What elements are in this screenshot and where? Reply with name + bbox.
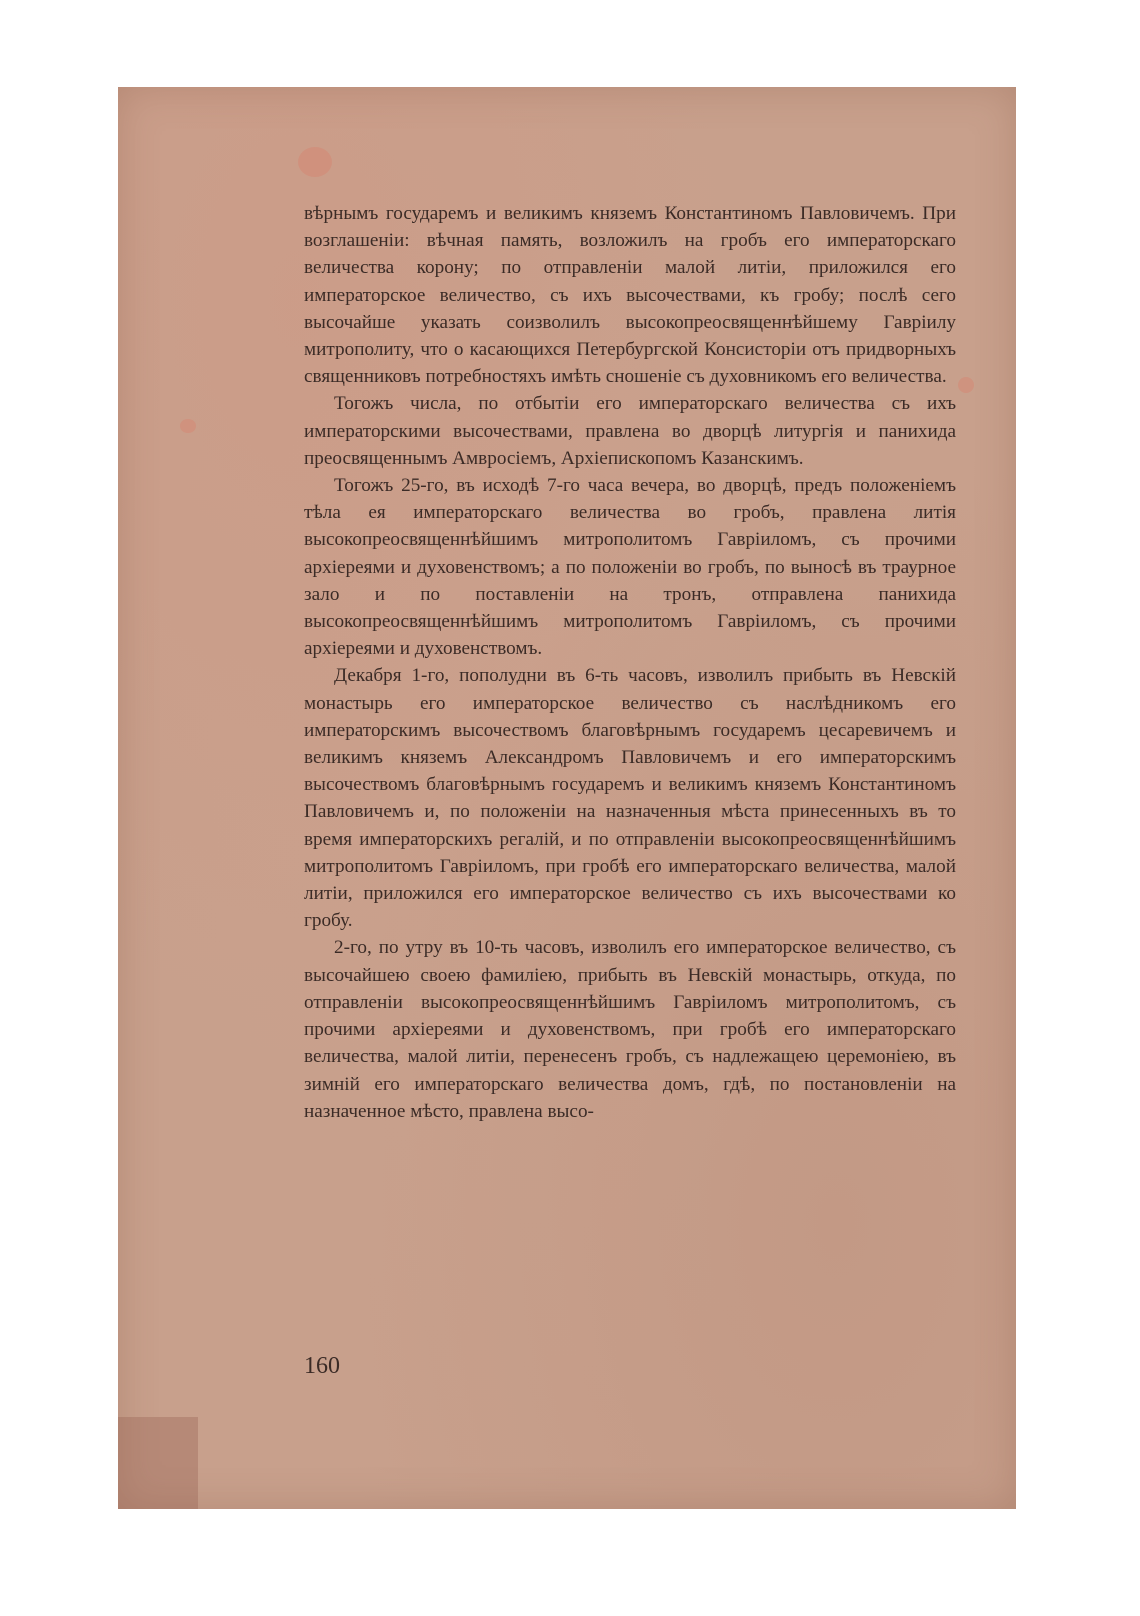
paragraph: вѣрнымъ государемъ и великимъ княземъ Константиномъ Павловичемъ. При возглашеніи: вѣчная память, возложилъ на гробъ его императорскаго величества корону; по отправленіи малой литіи, приложился его императорское величество, съ ихъ высочествами, къ гробу; послѣ сего высочайше указать соизволилъ высокопреосвященнѣйшему Гавріилу митрополиту, что о касающихся Петербургской Консисторіи отъ придворныхъ священниковъ потребностяхъ имѣть сношеніе съ духовникомъ его величества. (304, 203, 956, 388)
paper-stain (958, 377, 974, 393)
paragraph: Тогожъ числа, по отбытіи его императорскаго величества съ ихъ императорскими высочествами, правлена во дворцѣ литургія и панихида преосвященнымъ Амвросіемъ, Архіепископомъ Казанскимъ. (304, 393, 956, 469)
paragraph: Тогожъ 25-го, въ исходѣ 7-го часа вечера, во дворцѣ, предъ положеніемъ тѣла ея императорскаго величества во гробъ, правлена литія высокопреосвященнѣйшимъ митрополитомъ Гавріиломъ, съ прочими архіереями и духовенствомъ; а по положеніи во гробъ, по выносѣ въ траурное зало и по поставленіи на тронъ, отправлена панихида высокопреосвященнѣйшимъ митрополитомъ Гавріиломъ, съ прочими архіереями и духовенствомъ. (304, 475, 956, 660)
body-text (304, 200, 956, 1125)
page-number: 160 (304, 1353, 340, 1379)
paper-stain (298, 147, 332, 177)
paper-stain (180, 419, 196, 433)
paragraph: 2-го, по утру въ 10-ть часовъ, изволилъ его императорское величество, съ высочайшею своею фамиліею, прибыть въ Невскій монастырь, откуда, по отправленіи высокопреосвященнѣйшимъ Гавріиломъ митрополитомъ, съ прочими архіереями и духовенствомъ, при гробѣ его императорскаго величества, малой литіи, перенесенъ гробъ, съ надлежащею церемоніею, въ зимній его императорскаго величества домъ, гдѣ, по постановленіи на назначенное мѣсто, правлена высо- (304, 937, 956, 1122)
paper-edge-shadow (118, 1417, 198, 1509)
paragraph: Декабря 1-го, пополудни въ 6-ть часовъ, изволилъ прибыть въ Невскій монастырь его императорское величество съ наслѣдникомъ его императорскимъ высочествомъ благовѣрнымъ государемъ цесаревичемъ и великимъ княземъ Александромъ Павловичемъ и его императорскимъ высочествомъ благовѣрнымъ государемъ и великимъ княземъ Константиномъ Павловичемъ и, по положеніи на назначенныя мѣста принесенныхъ въ то время императорскихъ регалій, и по отправленіи высокопреосвященнѣйшимъ митрополитомъ Гавріиломъ, при гробѣ его императорскаго величества, малой литіи, приложился его императорское величество съ ихъ высочествами ко гробу. (304, 665, 956, 932)
